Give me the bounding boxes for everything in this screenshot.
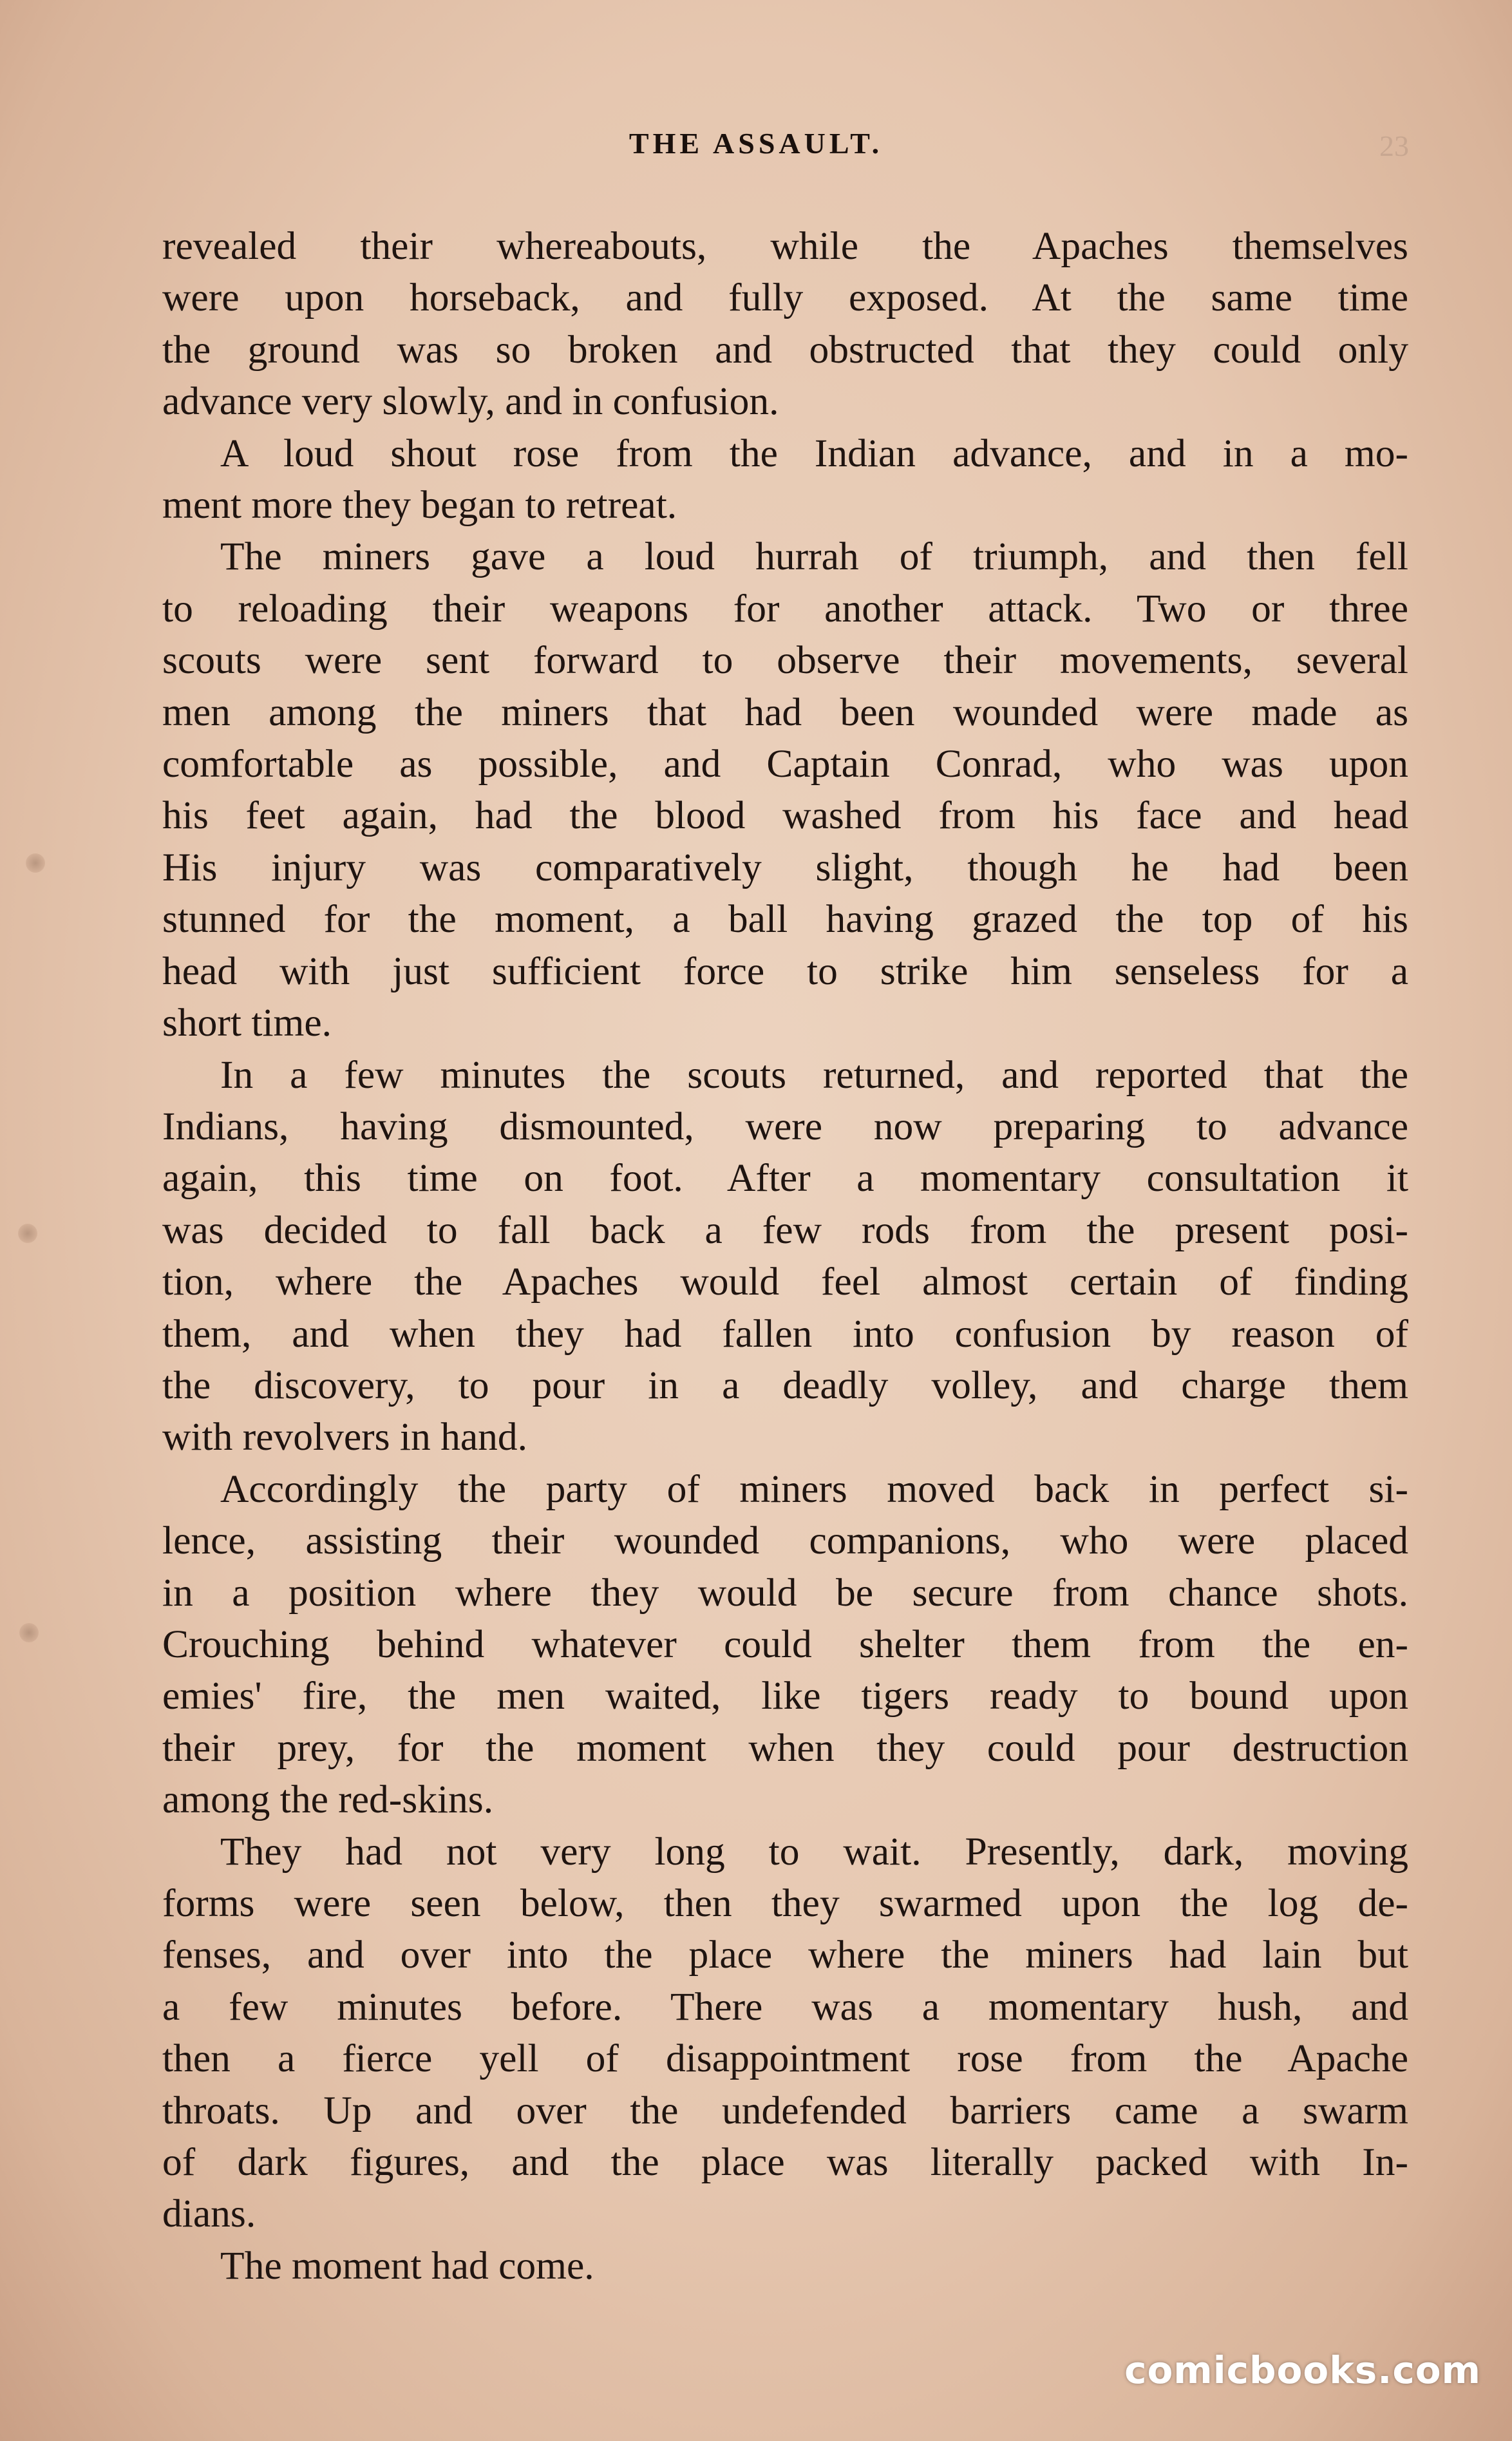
text-line: His injury was comparatively slight, though he had been: [162, 845, 1408, 889]
text-line: forms were seen below, then they swarmed upon the log de-: [162, 1881, 1408, 1925]
text-line: Crouching behind whatever could shelter them from the en-: [162, 1622, 1408, 1666]
paragraph: [162, 2240, 1408, 2292]
text-line: the ground was so broken and obstructed that they could only: [162, 327, 1408, 372]
text-line: Indians, having dismounted, were now preparing to advance: [162, 1104, 1408, 1148]
paragraph: [162, 428, 1408, 531]
text-line: scouts were sent forward to observe their movements, several: [162, 638, 1408, 683]
text-line: throats. Up and over the undefended barriers came a swarm: [162, 2088, 1408, 2132]
text-line: emies' fire, the men waited, like tigers ready to bound upon: [162, 1674, 1408, 1718]
paragraph: [162, 1826, 1408, 2240]
text-line: men among the miners that had been wounded were made as: [162, 690, 1408, 734]
text-line: them, and when they had fallen into confusion by reason of: [162, 1311, 1408, 1356]
page-number: 23: [1379, 129, 1409, 162]
text-line: advance very slowly, and in confusion.: [162, 379, 779, 424]
text-line: The moment had come.: [220, 2243, 594, 2288]
body-text: [162, 220, 1408, 2292]
text-line: They had not very long to wait. Presently, dark, moving: [220, 1829, 1408, 1874]
text-line: their prey, for the moment when they could pour destruction: [162, 1725, 1408, 1770]
text-line: again, this time on foot. After a momentary consultation it: [162, 1156, 1408, 1201]
text-line: among the red-skins.: [162, 1778, 494, 1822]
text-line: In a few minutes the scouts returned, and reported that the: [220, 1052, 1408, 1097]
text-line: a few minutes before. There was a momentary hush, and: [162, 1984, 1408, 2029]
text-line: of dark figures, and the place was literally packed with In-: [162, 2140, 1408, 2185]
text-line: then a fierce yell of disappointment rose from the Apache: [162, 2037, 1408, 2081]
running-header: THE ASSAULT.: [628, 127, 884, 160]
paragraph: [162, 531, 1408, 1049]
text-line: the discovery, to pour in a deadly volley, and charge them: [162, 1363, 1408, 1407]
text-line: short time.: [162, 1001, 332, 1045]
paragraph: [162, 220, 1408, 428]
binding-hole: [26, 853, 45, 873]
text-line: dians.: [162, 2192, 256, 2236]
text-line: ment more they began to retreat.: [162, 483, 677, 527]
text-line: was decided to fall back a few rods from the present posi-: [162, 1208, 1408, 1252]
text-line: Accordingly the party of miners moved back in perfect si-: [220, 1467, 1408, 1511]
text-line: with revolvers in hand.: [162, 1415, 528, 1459]
text-line: to reloading their weapons for another attack. Two or three: [162, 586, 1408, 631]
text-line: tion, where the Apaches would feel almost certain of finding: [162, 1260, 1408, 1304]
watermark: comicbooks.com: [1124, 2348, 1481, 2392]
text-line: fenses, and over into the place where the miners had lain but: [162, 1933, 1408, 1977]
binding-hole: [18, 1224, 37, 1243]
text-line: revealed their whereabouts, while the Apaches themselves: [162, 224, 1408, 268]
text-line: The miners gave a loud hurrah of triumph, and then fell: [220, 535, 1408, 579]
paragraph: [162, 1463, 1408, 1826]
text-line: in a position where they would be secure from chance shots.: [162, 1570, 1408, 1615]
binding-hole: [19, 1623, 39, 1642]
text-line: were upon horseback, and fully exposed. At the same time: [162, 276, 1408, 320]
text-line: lence, assisting their wounded companions, who were placed: [162, 1519, 1408, 1563]
paragraph: [162, 1049, 1408, 1463]
text-line: head with just sufficient force to strike him senseless for a: [162, 949, 1408, 993]
text-line: his feet again, had the blood washed from his face and head: [162, 793, 1408, 838]
text-line: comfortable as possible, and Captain Conrad, who was upon: [162, 742, 1408, 786]
text-line: stunned for the moment, a ball having grazed the top of his: [162, 897, 1408, 942]
text-line: A loud shout rose from the Indian advance, and in a mo-: [220, 431, 1408, 475]
